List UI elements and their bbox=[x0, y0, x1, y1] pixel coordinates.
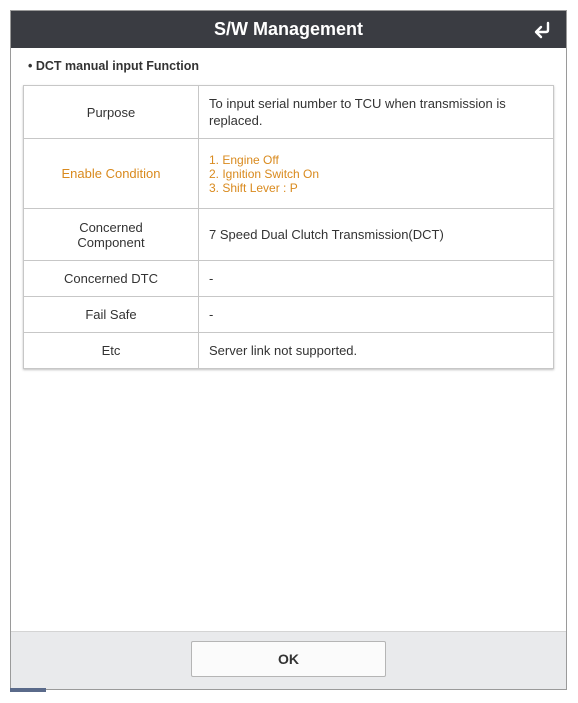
sw-management-dialog bbox=[10, 10, 567, 690]
back-button[interactable] bbox=[520, 11, 566, 48]
table-row bbox=[24, 209, 554, 261]
table-row bbox=[24, 297, 554, 333]
table-row bbox=[24, 139, 554, 209]
row-label-concerned-component: Concerned Component bbox=[24, 209, 199, 261]
dialog-title: S/W Management bbox=[213, 19, 364, 39]
row-value-concerned-component: 7 Speed Dual Clutch Transmission(DCT) bbox=[199, 209, 554, 261]
ok-button[interactable]: OK bbox=[191, 641, 386, 677]
title-bar bbox=[11, 11, 566, 48]
section-title: • DCT manual input Function bbox=[28, 59, 200, 73]
row-value-purpose: To input serial number to TCU when transmission is replaced. bbox=[199, 86, 554, 139]
back-arrow-icon bbox=[533, 21, 553, 39]
row-value-fail-safe: - bbox=[199, 297, 554, 333]
row-label-enable-condition: Enable Condition bbox=[24, 139, 199, 209]
row-value-concerned-dtc: - bbox=[199, 261, 554, 297]
dialog-footer bbox=[11, 631, 566, 689]
row-label-purpose: Purpose bbox=[24, 86, 199, 139]
row-label-etc: Etc bbox=[24, 333, 199, 369]
row-label-concerned-dtc: Concerned DTC bbox=[24, 261, 199, 297]
row-label-fail-safe: Fail Safe bbox=[24, 297, 199, 333]
table-row bbox=[24, 261, 554, 297]
table-row bbox=[24, 86, 554, 139]
info-table bbox=[23, 85, 554, 369]
table-row bbox=[24, 333, 554, 369]
row-value-enable-condition: 1. Engine Off 2. Ignition Switch On 3. Shift Lever : P bbox=[199, 139, 554, 209]
row-value-etc: Server link not supported. bbox=[199, 333, 554, 369]
corner-indicator bbox=[10, 688, 46, 692]
